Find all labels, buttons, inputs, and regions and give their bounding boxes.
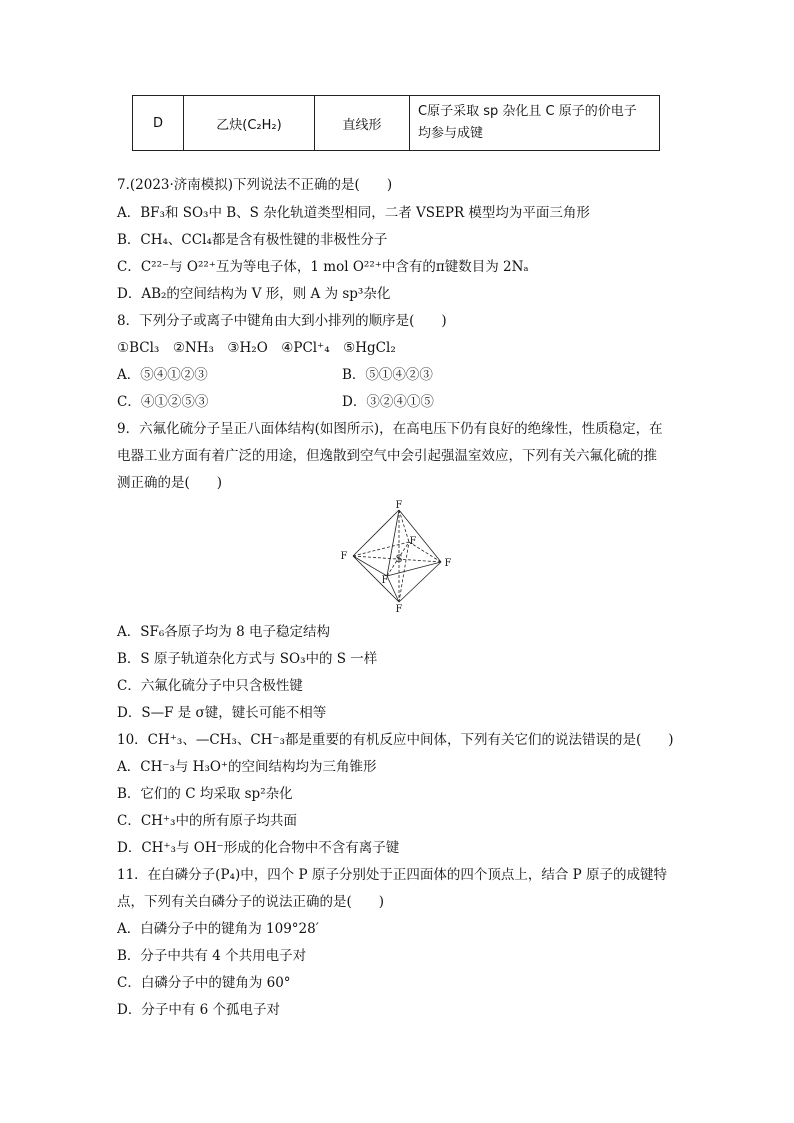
fluorine-label-left: F <box>340 551 348 562</box>
q11-option-a: A．白磷分子中的键角为 109°28′ <box>117 921 319 937</box>
table-row <box>133 96 660 151</box>
q11-stem-line2: 点，下列有关白磷分子的说法正确的是( ) <box>117 894 385 910</box>
q7-option-a: A．BF₃和 SO₃中 B、S 杂化轨道类型相同，二者 VSEPR 模型均为平面三角形 <box>117 205 590 221</box>
q9-option-c: C．六氟化硫分子中只含极性键 <box>117 678 303 694</box>
fluorine-label-top: F <box>395 500 403 511</box>
q10-option-a: A．CH⁻₃与 H₃O⁺的空间结构均为三角锥形 <box>117 759 377 775</box>
q8-option-a: A．⑤④①②③ <box>117 367 208 383</box>
q8-items: ①BCl₃ ②NH₃ ③H₂O ④PCl⁺₄ ⑤HgCl₂ <box>117 340 396 356</box>
fluorine-label-back: F <box>409 536 417 547</box>
q10-stem: 10．CH⁺₃、—CH₃、CH⁻₃都是重要的有机反应中间体，下列有关它们的说法错误的是( ) <box>117 732 674 748</box>
q11-option-b: B．分子中共有 4 个共用电子对 <box>117 948 307 964</box>
q7-option-c: C．C²²⁻与 O²²⁺互为等电子体，1 mol O²²⁺中含有的π键数目为 2Nₐ <box>117 259 529 275</box>
table-cell-explanation-line1: C原子采取 sp 杂化且 C 原子的价电子 <box>418 104 637 119</box>
q7-option-b: B．CH₄、CCl₄都是含有极性键的非极性分子 <box>117 232 388 248</box>
q7-option-d: D．AB₂的空间结构为 V 形，则 A 为 sp³杂化 <box>117 286 391 302</box>
fluorine-label-front: F <box>381 575 389 586</box>
table-cell-shape: 直线形 <box>315 96 410 151</box>
sulfur-atom-label: S <box>395 554 403 565</box>
table-cell-explanation-line2: 均参与成键 <box>418 126 484 141</box>
q9-option-d: D．S—F 是 σ键，键长可能不相等 <box>117 705 327 721</box>
q10-option-d: D．CH⁺₃与 OH⁻形成的化合物中不含有离子键 <box>117 840 400 856</box>
q8-option-d: D．③②④①⑤ <box>342 394 434 410</box>
fluorine-label-bottom: F <box>395 604 403 614</box>
table-cell-explanation <box>410 96 660 151</box>
q9-option-a: A．SF₆各原子均为 8 电子稳定结构 <box>117 624 330 640</box>
q9-stem-line2: 电器工业方面有着广泛的用途，但逸散到空气中会引起强温室效应，下列有关六氟化硫的推 <box>117 448 657 464</box>
q11-option-c: C．白磷分子中的键角为 60° <box>117 975 291 991</box>
hybridization-table <box>132 95 660 151</box>
table-cell-molecule: 乙炔(C₂H₂) <box>184 96 315 151</box>
fluorine-label-right: F <box>444 558 452 569</box>
q9-option-b: B．S 原子轨道杂化方式与 SO₃中的 S 一样 <box>117 651 378 667</box>
q11-stem-line1: 11．在白磷分子(P₄)中，四个 P 原子分别处于正四面体的四个顶点上，结合 P 原子的成键特 <box>117 867 668 883</box>
q10-option-b: B．它们的 C 均采取 sp²杂化 <box>117 786 293 802</box>
q8-stem: 8．下列分子或离子中键角由大到小排列的顺序是( ) <box>117 313 447 329</box>
q10-option-c: C．CH⁺₃中的所有原子均共面 <box>117 813 297 829</box>
q11-option-d: D．分子中有 6 个孤电子对 <box>117 1002 280 1018</box>
q8-option-c: C．④①②⑤③ <box>117 394 209 410</box>
q7-stem: 7.(2023·济南模拟)下列说法不正确的是( ) <box>117 177 393 193</box>
table-cell-option: D <box>133 96 184 151</box>
q9-stem-line3: 测正确的是( ) <box>117 475 223 491</box>
q9-stem-line1: 9．六氟化硫分子呈正八面体结构(如图所示)，在高电压下仍有良好的绝缘性，性质稳定，在 <box>117 421 663 437</box>
q8-option-b: B．⑤①④②③ <box>342 367 433 383</box>
sf6-octahedron-figure <box>335 498 460 614</box>
